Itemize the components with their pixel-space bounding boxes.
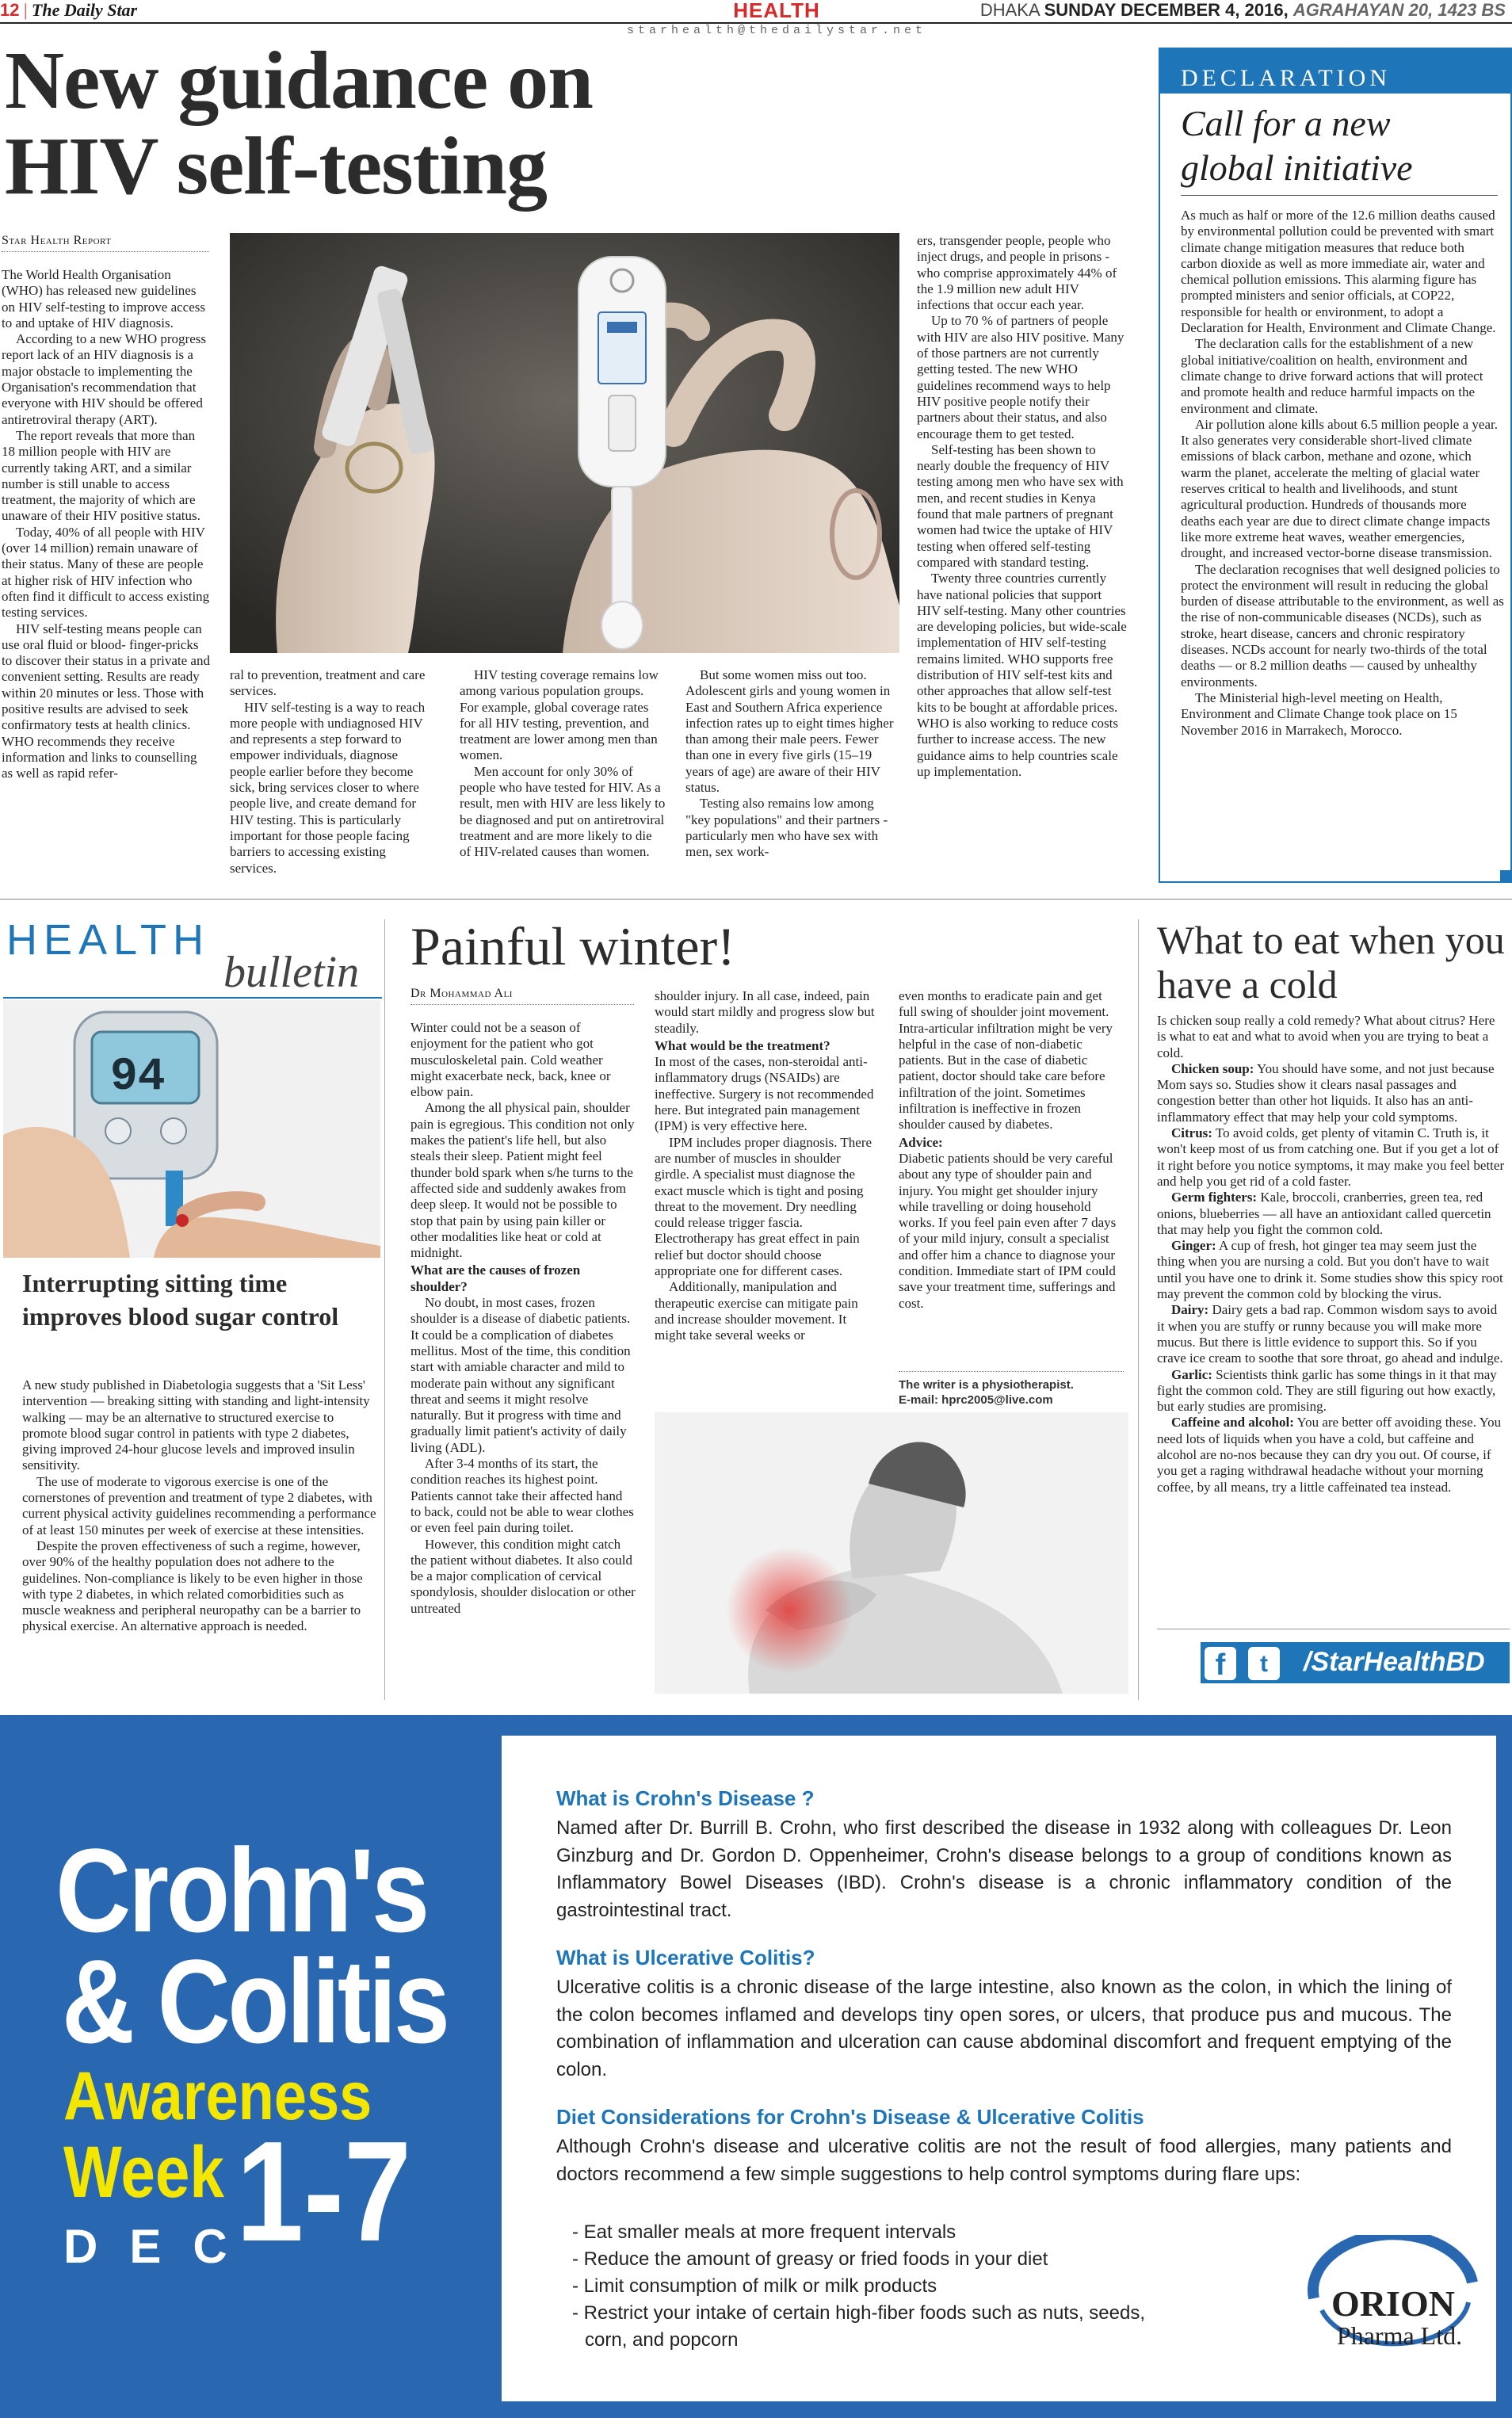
bulletin-title: HEALTH (6, 916, 211, 964)
item-label: Citrus: (1171, 1125, 1212, 1141)
winter-byline: Dr Mohammad Ali (410, 987, 634, 1005)
paragraph: A new study published in Diabetologia suggests that a 'Sit Less' intervention — breaking sitting with standing and light-intensity walking — may be an alternative to structured exercise to promote blood sugar control in patients with type 2 diabetes, giving improved 24-hour glucose levels and improved insulin sensitivity. (22, 1377, 370, 1473)
paragraph: HIV self-testing is a way to reach more people with undiagnosed HIV and represents a step forward to empower individuals, diagnose people earlier before they become sick, bring services closer to where people live, and create demand for HIV testing. This is particularly important for those people facing barriers to accessing existing services. (230, 699, 426, 876)
list-item: - Restrict your intake of certain high-fiber foods such as nuts, seeds, (572, 2302, 1146, 2324)
paragraph: Self-testing has been shown to nearly double the frequency of HIV testing among men who have sex with men, and recent studies in Kenya found that male partners of pregnant women had twice the uptake of HIV testing when offered self-testing compared with standard testing. (917, 441, 1124, 570)
ad-heading-diet: Diet Considerations for Crohn's Disease & Ulcerative Colitis (556, 2105, 1144, 2129)
date-bangla: AGRAHAYAN 20, 1423 BS (1292, 0, 1506, 20)
glucose-meter-photo (3, 1000, 380, 1258)
item-text: You are better off avoiding these. You need lots of liquids when you have a cold, but caffeine and alcohol are no-nos because they can dry you out. Of course, if you get a raging withdrawal headache without your morning coffee, by all means, try a little caffeinated tea instead. (1157, 1415, 1502, 1495)
declaration-corner-strip (1500, 870, 1512, 881)
brand-subname: Pharma Ltd. (1336, 2321, 1463, 2350)
writer-email[interactable]: E-mail: hprc2005@live.com (899, 1393, 1053, 1407)
paragraph: Air pollution alone kills about 6.5 million people a year. It also generates very considerable short-lived climate emissions of black carbon, methane and ozone, which warm the planet, accelerate the melting of glacial water reserves critical to health and livelihoods, and stunt agricultural production. Hundreds of thousands more deaths each year are due to direct climate change impacts like more extreme heat waves, weather emergencies, drought, and increased vector-borne disease transmission. (1181, 416, 1498, 561)
list-item (1157, 1125, 1506, 1190)
ad-dates: 1-7 (236, 2112, 412, 2271)
section-label: HEALTH (733, 0, 820, 22)
bulletin-rule (3, 997, 382, 999)
ad-diet-list (572, 2219, 1301, 2354)
paragraph: But some women miss out too. Adolescent girls and young women in East and Southern Africa experience infection rates up to eight times higher than among their male peers. Fewer than one in every five girls (15–19 years of age) are aware of their HIV status. (685, 667, 894, 796)
headline-line-1: New guidance on (5, 35, 593, 126)
lead-column-5 (917, 233, 1128, 883)
item-label: Garlic: (1171, 1366, 1212, 1382)
paragraph: In most of the cases, non-steroidal anti-inflammatory drugs (NSAIDs) are ineffective. Surgery is not recommended here. But integrated pain management (IPM) is very effective here. (655, 1054, 874, 1134)
paragraph: The declaration calls for the establishment of a new global initiative/coalition on health, environment and climate change to drive forward actions that will protect and promote health and reduce harmful impacts on the environment and climate. (1181, 336, 1483, 416)
paragraph: Among the all physical pain, shoulder pain is egregious. This condition not only makes the patient's life hell, but also steals their sleep. Patient might feel thunder bold spark when s/he turns to the affected side and suddenly awakes from deep sleep. It would not be possible to stop that pain by using pain killer or other modalities like heat or cold at midnight. (410, 1100, 635, 1261)
lead-column-2 (230, 667, 434, 877)
paragraph: Today, 40% of all people with HIV (over 14 million) remain unaware of their status. Many of these are people at higher risk of HIV infection who often find it difficult to access existing testing services. (2, 524, 210, 621)
subheading: What are the causes of frozen shoulder? (410, 1262, 581, 1294)
list-item: corn, and popcorn (585, 2329, 739, 2351)
paragraph: The Ministerial high-level meeting on Health, Environment and Climate Change took place on 15 November 2016 in Marrakech, Morocco. (1181, 689, 1457, 738)
winter-title: Painful winter! (410, 916, 735, 976)
page-title (5, 35, 718, 212)
paragraph: Men account for only 30% of people who have tested for HIV. As a result, men with HIV are less likely to be diagnosed and put on antiretroviral treatment and are more likely to die of HIV-related causes than women. (460, 763, 666, 860)
list-item: - Eat smaller meals at more frequent intervals (572, 2221, 956, 2243)
item-text: Kale, broccoli, cranberries, green tea, red onions, blueberries — all have an antioxidant called quercetin that may help you fight the common cold. (1157, 1190, 1491, 1237)
paragraph: ers, transgender people, people who inject drugs, and people in prisons - who comprise approximately 44% of the 1.9 million new adult HIV infections that occur each year. (917, 233, 1117, 313)
paragraph: even months to eradicate pain and get full swing of shoulder joint movement. Intra-articular infiltration might be very helpful in the case of non-diabetic patients. But in the case of diabetic patient, doctor should take care before infiltration of the joint. Sometimes infiltration is ineffective in frozen shoulder caused by diabetes. (899, 988, 1113, 1133)
list-item: - Reduce the amount of greasy or fried foods in your diet (572, 2248, 1048, 2270)
declaration-rule (1181, 195, 1498, 196)
bulletin-article-title: Interrupting sitting time improves blood sugar control (22, 1269, 339, 1331)
paragraph: Up to 70 % of partners of people with HIV are also HIV positive. Many of those partners are not currently getting tested. The new WHO guidelines recommend ways to help HIV positive people notify their partners about their status, and also encourage them to get tested. (917, 313, 1124, 441)
paragraph: Winter could not be a season of enjoyment for the patient who got musculoskeletal pain. Cold weather might exacerbate neck, back, knee or elbow pain. (410, 1020, 611, 1100)
masthead-rule (0, 22, 1512, 24)
hiv-self-test-photo (230, 233, 899, 653)
section-email[interactable]: starhealth@thedailystar.net (626, 24, 927, 37)
column-rule (384, 919, 385, 1700)
paper-name: The Daily Star (31, 0, 138, 20)
paragraph: As much as half or more of the 12.6 million deaths caused by environmental pollution could be prevented with smart climate change mitigation measures that reduce both carbon dioxide as well as more immediate air, water and chemical pollution emissions. This alarming figure has prompted ministers and senior officials, at COP22, responsible for health or environment, to adopt a Declaration for Health, Environment and Climate Change. (1181, 208, 1496, 336)
ad-month: DEC (63, 2220, 259, 2273)
lead-column-3 (460, 667, 666, 861)
winter-column-2 (655, 988, 878, 1344)
paragraph: Testing also remains low among "key populations" and their partners - particularly men who have sex with men, sex work- (685, 796, 888, 860)
paragraph: HIV self-testing means people can use oral fluid or blood- finger-pricks to discover their status in a private and convenient setting. Results are ready within 20 minutes or less. Those with positive results are advised to seek confirmatory tests at health clinics. WHO recommends they receive information and links to counselling as well as rapid refer- (2, 621, 210, 781)
facebook-icon[interactable]: f (1205, 1647, 1236, 1680)
winter-column-1 (410, 1020, 636, 1617)
writer-line: The writer is a physiotherapist. (899, 1378, 1074, 1392)
item-label: Caffeine and alcohol: (1171, 1415, 1294, 1431)
headline-line-2: HIV self-testing (5, 120, 548, 212)
list-item (1157, 1415, 1506, 1495)
paragraph: Twenty three countries currently have national policies that support HIV self-testing. Many other countries are developing policies, but wide-scale implementation of HIV self-testing remains limited. WHO supports free distribution of HIV self-test kits and other approaches that allow self-test kits to be bought at affordable prices. WHO is also working to reduce costs further to increase access. The new guidance aims to help countries scale up implementation. (917, 571, 1127, 779)
declaration-title-line-2: global initiative (1181, 147, 1413, 188)
item-label: Germ fighters: (1171, 1190, 1258, 1205)
paragraph: HIV testing coverage remains low among various population groups. For example, global coverage rates for all HIV testing, prevention, and treatment are lower among men than women. (460, 667, 659, 763)
item-text: You should have some, and not just because Mom says so. Studies show it clears nasal passages and congestion better than other hot liquids. It also has an anti-inflammatory effect that may help your cold symptoms. (1157, 1060, 1495, 1125)
list-item (1157, 1238, 1506, 1302)
subheading: What would be the treatment? (655, 1037, 830, 1053)
masthead-left: 12 | The Daily Star (0, 0, 138, 20)
ad-paragraph-colitis: Ulcerative colitis is a chronic disease of the large intestine, also known as the colon, in which the lining of the colon becomes inflamed and develops tiny open sores, or ulcers, that produce pus and mucous. The combination of inflammation and ulceration can cause abdominal discomfort and frequent emptying of the colon. (556, 1977, 1452, 2080)
orion-logo (1306, 2235, 1480, 2362)
paragraph: Diabetic patients should be very careful about any type of shoulder pain and injury. You might get shoulder injury while travelling or doing household works. If you feel pain even after 7 days of your mild injury, consult a specialist and offer him a chance to diagnose your condition. Immediate start of IPM could save your treatment time, sufferings and cost. (899, 1150, 1117, 1311)
twitter-icon[interactable]: t (1248, 1647, 1280, 1680)
paragraph: shoulder injury. In all case, indeed, pain would start mildly and progress slow but steadily. (655, 988, 875, 1036)
page-number: 12 (0, 0, 20, 20)
meter-reading: 94 (110, 1052, 166, 1103)
declaration-title-line-1: Call for a new (1181, 103, 1391, 143)
bulletin-subtitle: bulletin (223, 948, 360, 997)
list-item (1157, 1061, 1506, 1125)
paragraph: Despite the proven effectiveness of such a regime, however, over 90% of the healthy population does not adhere to the guidelines. Non-compliance is likely to be even higher in those with type 2 diabetes, in which related comorbidities such as muscle weakness and peripheral neuropathy can be a barrier to physical exercise. An alternative approach is needed. (22, 1538, 363, 1634)
paragraph: After 3-4 months of its start, the condition reaches its highest point. Patients cannot take their affected hand to back, could not be able to wear clothes or even feel pain during toilet. (410, 1456, 634, 1536)
ad-paragraph-crohns: Named after Dr. Burrill B. Crohn, who first described the disease in 1932 along with colleagues Dr. Leon Ginzburg and Dr. Gordon D. Oppenheimer, Crohn's disease belongs to a group of conditions known as Inflammatory Bowel Diseases (IBD). Crohn's disease is a chronic inflammatory condition of the gastrointestinal tract. (556, 1817, 1452, 1921)
section-divider (0, 899, 1512, 900)
item-text: To avoid colds, get plenty of vitamin C. Truth is, it won't keep most of us from catching one. But if you get a lot of it right before you notice symptoms, it may make you feel better and help you get rid of a cold faster. (1157, 1125, 1505, 1189)
ad-title-week: Week (63, 2132, 224, 2213)
item-text: Dairy gets a bad rap. Common wisdom says to avoid it when you are stuffy or runny because you will make more mucus. But there is little evidence to support this. So if you crave ice cream to soothe that sore throat, go ahead and indulge. (1157, 1302, 1503, 1366)
ad-heading-crohns: What is Crohn's Disease ? (556, 1786, 815, 1810)
lead-column-1 (2, 267, 211, 877)
writer-rule (899, 1371, 1124, 1372)
declaration-title (1181, 101, 1498, 190)
paragraph: The declaration recognises that well designed policies to protect the environment will result in reducing the global burden of disease attributable to the environment, as well as the rise of non-communicable diseases (NCDs), such as stroke, heart disease, cancers and chronic respiratory diseases. NCDs account for nearly two-thirds of the total deaths — or 8.2 million deaths — caused by unhealthy environments. (1181, 561, 1504, 689)
list-item (1157, 1302, 1506, 1366)
paragraph: No doubt, in most cases, frozen shoulder is a disease of diabetic patients. It could be a complication of diabetes mellitus. Most of the time, this condition start with amiable character and mild to moderate pain without any significant threat and seems it might resolve naturally. But it progress with time and gradually limit patient's activity of daily living (ADL). (410, 1295, 631, 1455)
paragraph: The report reveals that more than 18 million people with HIV are currently taking ART, and a similar number is still unable to access treatment, the majority of which are unaware of their HIV positive status. (2, 427, 200, 524)
lead-column-4 (685, 667, 899, 861)
declaration-body (1181, 208, 1504, 739)
list-item (1157, 1367, 1506, 1415)
list-item (1157, 1190, 1506, 1238)
item-label: Ginger: (1171, 1238, 1216, 1254)
paragraph: Is chicken soup really a cold remedy? What about citrus? Here is what to eat and what to avoid when you are trying to beat a cold. (1157, 1013, 1495, 1060)
list-item: - Limit consumption of milk or milk products (572, 2275, 937, 2297)
column-rule (1138, 919, 1139, 1700)
item-label: Dairy: (1171, 1302, 1209, 1318)
ad-title-colitis: & Colitis (62, 1935, 448, 2068)
date-main: SUNDAY DECEMBER 4, 2016, (1044, 0, 1289, 20)
subheading: Advice: (899, 1134, 943, 1150)
cold-body (1157, 1013, 1506, 1495)
item-text: A cup of fresh, hot ginger tea may seem just the thing when you are nursing a cold. But you don't have to wait until you have one to drink it. Some studies show this spicy root may prevent the common cold by blocking the virus. (1157, 1238, 1503, 1302)
cold-title: What to eat when you have a cold (1157, 918, 1505, 1007)
date-city: DHAKA (979, 0, 1040, 20)
lead-byline: Star Health Report (2, 234, 209, 252)
ad-heading-colitis: What is Ulcerative Colitis? (556, 1946, 815, 1969)
ad-title-crohns: Crohn's (55, 1824, 427, 1957)
ad-title-awareness: Awareness (63, 2058, 372, 2134)
declaration-label: DECLARATION (1181, 65, 1391, 91)
paragraph: The World Health Organisation (WHO) has released new guidelines on HIV self-testing to improve access to and uptake of HIV diagnosis. (2, 267, 205, 330)
shoulder-pain-photo (655, 1412, 1128, 1694)
paragraph: Additionally, manipulation and therapeutic exercise can mitigate pain and increase shoulder movement. It might take several weeks or (655, 1279, 858, 1343)
paragraph: According to a new WHO progress report lack of an HIV diagnosis is a major obstacle to implementing the Organisation's recommendation that everyone with HIV should be offered antiretroviral therapy (ART). (2, 331, 206, 427)
paragraph: IPM includes proper diagnosis. There are number of muscles in shoulder girdle. A specialist must diagnose the exact muscle which is tight and posing threat to the movement. Dry needling could release trigger fascia. Electrotherapy has great effect in pain relief but doctor should choose appropriate one for different cases. (655, 1134, 872, 1279)
paragraph: However, this condition might catch the patient without diabetes. It also could be a major complication of cervical spondylosis, shoulder dislocation or other untreated (410, 1536, 636, 1616)
bulletin-body (22, 1377, 380, 1635)
paragraph: The use of moderate to vigorous exercise is one of the cornerstones of prevention and treatment of type 2 diabetes, with current physical activity guidelines recommending a performance of at least 150 minutes per week of exercise at these intensities. (22, 1473, 376, 1538)
winter-column-3 (899, 988, 1124, 1312)
issue-date (980, 0, 1506, 21)
item-text: Scientists think garlic has some things in it that may fight the common cold. They are still figuring out how exactly, but early studies are promising. (1157, 1366, 1497, 1415)
item-label: Chicken soup: (1171, 1060, 1254, 1076)
ad-paragraph-diet: Although Crohn's disease and ulcerative colitis are not the result of food allergies, many patients and doctors recommend a few simple suggestions to help control symptoms during flare ups: (556, 2136, 1452, 2185)
paragraph: ral to prevention, treatment and care services. (230, 667, 426, 699)
brand-name: ORION (1331, 2283, 1455, 2324)
social-handle[interactable]: /StarHealthBD (1304, 1647, 1485, 1677)
writer-note (899, 1377, 1128, 1408)
